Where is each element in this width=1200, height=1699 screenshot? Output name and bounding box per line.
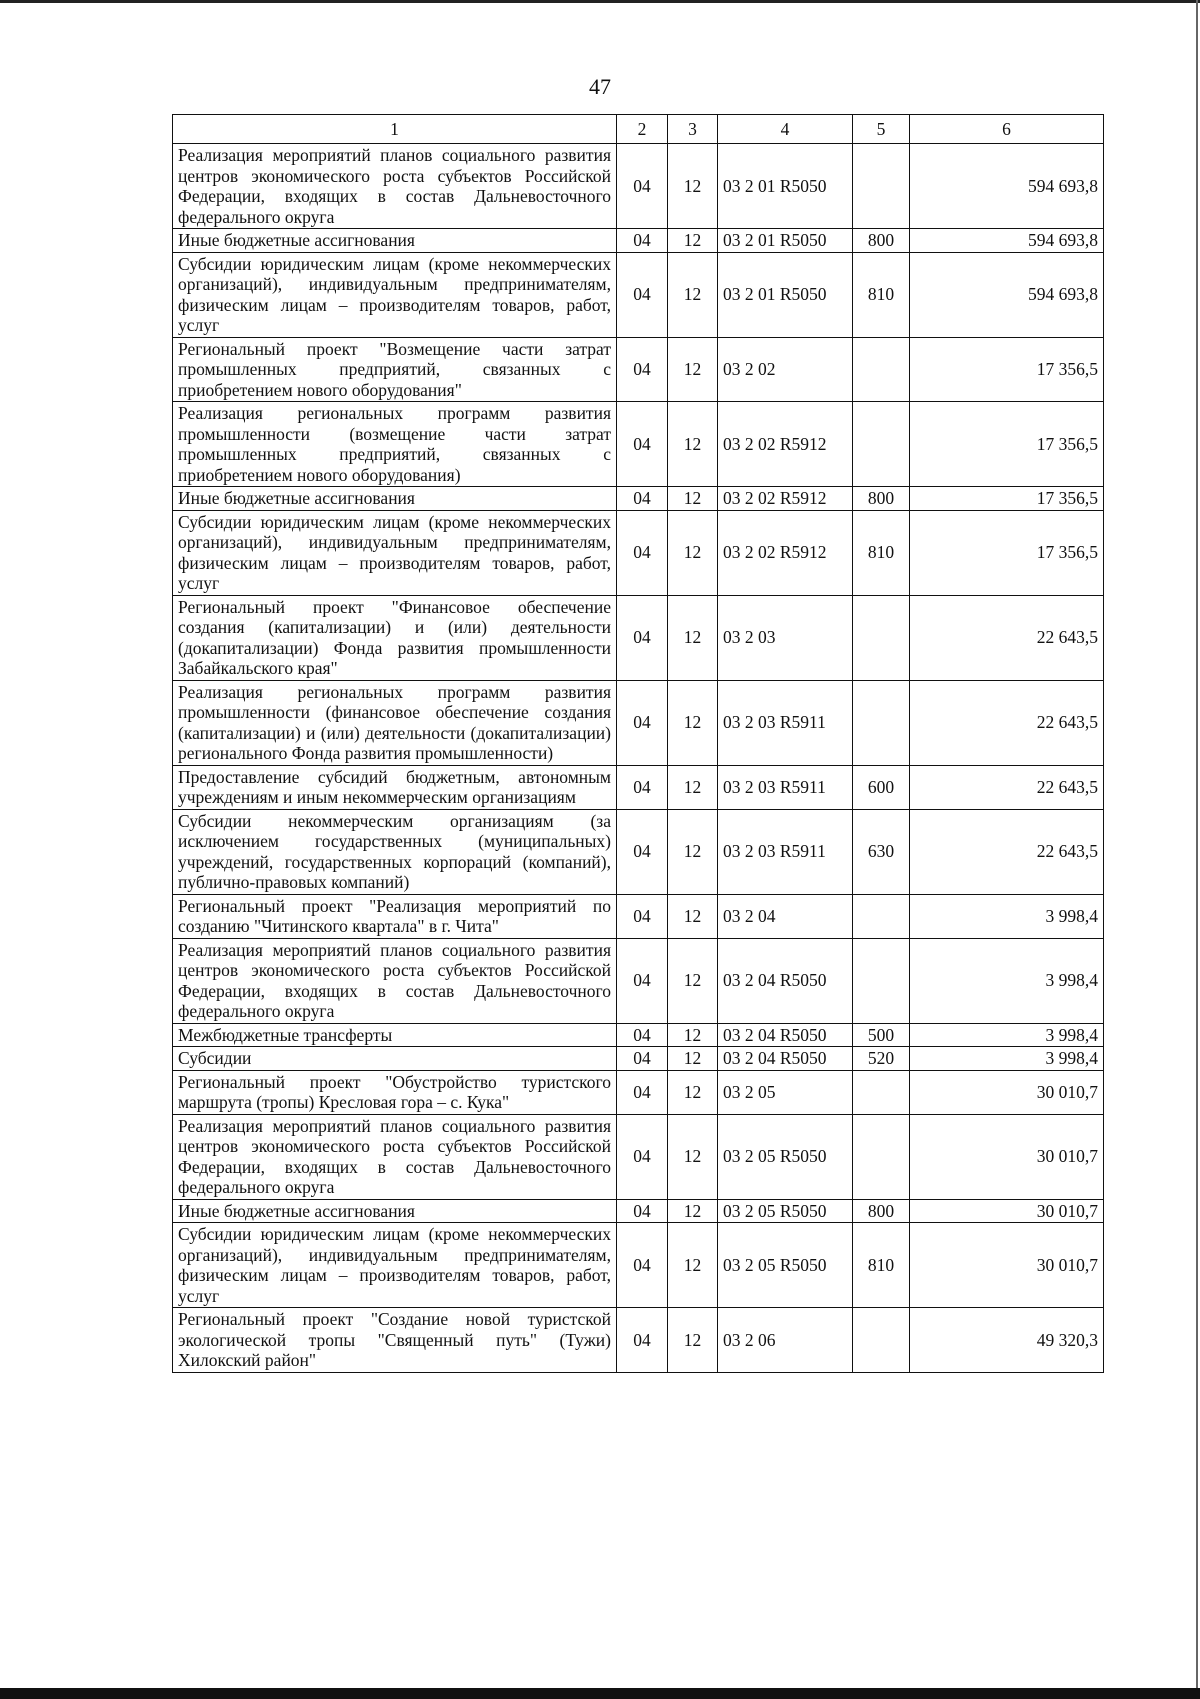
cell-subsection-code: 12 <box>668 337 718 402</box>
header-row <box>173 115 1104 144</box>
cell-expense-type-code: 810 <box>853 510 910 595</box>
cell-item-name: Иные бюджетные ассигнования <box>173 1199 617 1223</box>
cell-subsection-code: 12 <box>668 765 718 809</box>
cell-item-name: Субсидии <box>173 1047 617 1071</box>
cell-item-name: Межбюджетные трансферты <box>173 1023 617 1047</box>
cell-target-item-code: 03 2 01 R5050 <box>718 229 853 253</box>
cell-item-name: Региональный проект "Обустройство туристского маршрута (тропы) Кресловая гора – с. Кука" <box>173 1070 617 1114</box>
cell-expense-type-code <box>853 680 910 765</box>
cell-target-item-code: 03 2 03 R5911 <box>718 680 853 765</box>
cell-section-code: 04 <box>617 595 668 680</box>
cell-expense-type-code: 810 <box>853 1223 910 1308</box>
cell-section-code: 04 <box>617 1223 668 1308</box>
cell-target-item-code: 03 2 03 <box>718 595 853 680</box>
cell-amount: 22 643,5 <box>910 765 1104 809</box>
cell-amount: 17 356,5 <box>910 487 1104 511</box>
cell-section-code: 04 <box>617 487 668 511</box>
cell-section-code: 04 <box>617 252 668 337</box>
cell-item-name: Иные бюджетные ассигнования <box>173 487 617 511</box>
cell-amount: 22 643,5 <box>910 680 1104 765</box>
table-row <box>173 1023 1104 1047</box>
table-row <box>173 144 1104 229</box>
cell-section-code: 04 <box>617 938 668 1023</box>
cell-section-code: 04 <box>617 1070 668 1114</box>
column-header-5: 5 <box>853 115 910 144</box>
table-row <box>173 487 1104 511</box>
cell-expense-type-code: 800 <box>853 487 910 511</box>
cell-subsection-code: 12 <box>668 229 718 253</box>
cell-amount: 17 356,5 <box>910 402 1104 487</box>
cell-subsection-code: 12 <box>668 938 718 1023</box>
cell-target-item-code: 03 2 05 R5050 <box>718 1199 853 1223</box>
cell-item-name: Субсидии юридическим лицам (кроме некоммерческих организаций), индивидуальным предпринимателям, физическим лицам – производителям товаров, работ, услуг <box>173 252 617 337</box>
cell-expense-type-code: 800 <box>853 229 910 253</box>
cell-subsection-code: 12 <box>668 487 718 511</box>
cell-subsection-code: 12 <box>668 1023 718 1047</box>
cell-amount: 3 998,4 <box>910 938 1104 1023</box>
cell-expense-type-code <box>853 144 910 229</box>
cell-expense-type-code: 520 <box>853 1047 910 1071</box>
cell-amount: 3 998,4 <box>910 1047 1104 1071</box>
cell-amount: 30 010,7 <box>910 1223 1104 1308</box>
cell-target-item-code: 03 2 05 R5050 <box>718 1223 853 1308</box>
cell-item-name: Предоставление субсидий бюджетным, автономным учреждениям и иным некоммерческим организациям <box>173 765 617 809</box>
cell-item-name: Реализация мероприятий планов социального развития центров экономического роста субъектов Российской Федерации, входящих в состав Дальневосточного федерального округа <box>173 144 617 229</box>
cell-subsection-code: 12 <box>668 1047 718 1071</box>
cell-amount: 22 643,5 <box>910 809 1104 894</box>
cell-item-name: Региональный проект "Создание новой туристской экологической тропы "Священный путь" (Тужи) Хилокский район" <box>173 1308 617 1373</box>
table-row <box>173 252 1104 337</box>
table-row <box>173 1199 1104 1223</box>
cell-item-name: Субсидии некоммерческим организациям (за исключением государственных (муниципальных) учреждений, государственных корпораций (компаний), публично-правовых компаний) <box>173 809 617 894</box>
cell-section-code: 04 <box>617 894 668 938</box>
cell-section-code: 04 <box>617 1047 668 1071</box>
cell-target-item-code: 03 2 05 R5050 <box>718 1114 853 1199</box>
cell-amount: 3 998,4 <box>910 1023 1104 1047</box>
cell-subsection-code: 12 <box>668 1070 718 1114</box>
scan-border-bottom <box>0 1688 1200 1699</box>
cell-target-item-code: 03 2 01 R5050 <box>718 252 853 337</box>
scan-border-top <box>0 0 1200 3</box>
cell-item-name: Региональный проект "Реализация мероприятий по созданию "Читинского квартала" в г. Чита" <box>173 894 617 938</box>
scan-border-right <box>1196 0 1198 1699</box>
cell-expense-type-code <box>853 595 910 680</box>
table-row <box>173 595 1104 680</box>
cell-amount: 30 010,7 <box>910 1199 1104 1223</box>
cell-target-item-code: 03 2 06 <box>718 1308 853 1373</box>
page-number: 47 <box>589 74 611 99</box>
cell-subsection-code: 12 <box>668 402 718 487</box>
cell-subsection-code: 12 <box>668 1308 718 1373</box>
column-header-4: 4 <box>718 115 853 144</box>
cell-target-item-code: 03 2 04 <box>718 894 853 938</box>
table-row <box>173 510 1104 595</box>
cell-item-name: Реализация региональных программ развития промышленности (возмещение части затрат промышленных предприятий, связанных с приобретением нового оборудования) <box>173 402 617 487</box>
cell-item-name: Региональный проект "Возмещение части затрат промышленных предприятий, связанных с приобретением нового оборудования" <box>173 337 617 402</box>
cell-expense-type-code: 630 <box>853 809 910 894</box>
cell-item-name: Реализация мероприятий планов социального развития центров экономического роста субъектов Российской Федерации, входящих в состав Дальневосточного федерального округа <box>173 938 617 1023</box>
cell-subsection-code: 12 <box>668 595 718 680</box>
cell-subsection-code: 12 <box>668 809 718 894</box>
cell-expense-type-code: 810 <box>853 252 910 337</box>
table-row <box>173 894 1104 938</box>
cell-target-item-code: 03 2 02 R5912 <box>718 402 853 487</box>
column-header-1: 1 <box>173 115 617 144</box>
table-row <box>173 1114 1104 1199</box>
cell-section-code: 04 <box>617 680 668 765</box>
cell-expense-type-code: 500 <box>853 1023 910 1047</box>
table-header <box>173 115 1104 144</box>
cell-item-name: Реализация мероприятий планов социального развития центров экономического роста субъектов Российской Федерации, входящих в состав Дальневосточного федерального округа <box>173 1114 617 1199</box>
cell-subsection-code: 12 <box>668 680 718 765</box>
cell-target-item-code: 03 2 02 <box>718 337 853 402</box>
cell-expense-type-code <box>853 402 910 487</box>
table-row <box>173 680 1104 765</box>
cell-expense-type-code <box>853 1070 910 1114</box>
table-row <box>173 229 1104 253</box>
cell-expense-type-code <box>853 894 910 938</box>
table-row <box>173 1223 1104 1308</box>
table-row <box>173 1070 1104 1114</box>
cell-item-name: Субсидии юридическим лицам (кроме некоммерческих организаций), индивидуальным предпринимателям, физическим лицам – производителям товаров, работ, услуг <box>173 510 617 595</box>
cell-expense-type-code <box>853 938 910 1023</box>
cell-expense-type-code <box>853 1114 910 1199</box>
cell-amount: 30 010,7 <box>910 1114 1104 1199</box>
cell-section-code: 04 <box>617 510 668 595</box>
cell-item-name: Региональный проект "Финансовое обеспечение создания (капитализации) и (или) деятельности (докапитализации) Фонда развития промышленности Забайкальского края" <box>173 595 617 680</box>
table-row <box>173 1047 1104 1071</box>
cell-section-code: 04 <box>617 1199 668 1223</box>
cell-subsection-code: 12 <box>668 1114 718 1199</box>
cell-expense-type-code <box>853 337 910 402</box>
cell-target-item-code: 03 2 05 <box>718 1070 853 1114</box>
cell-amount: 30 010,7 <box>910 1070 1104 1114</box>
column-header-2: 2 <box>617 115 668 144</box>
column-header-6: 6 <box>910 115 1104 144</box>
cell-item-name: Иные бюджетные ассигнования <box>173 229 617 253</box>
cell-target-item-code: 03 2 04 R5050 <box>718 938 853 1023</box>
cell-subsection-code: 12 <box>668 252 718 337</box>
cell-target-item-code: 03 2 01 R5050 <box>718 144 853 229</box>
cell-section-code: 04 <box>617 337 668 402</box>
cell-section-code: 04 <box>617 1023 668 1047</box>
column-header-3: 3 <box>668 115 718 144</box>
table-row <box>173 402 1104 487</box>
cell-subsection-code: 12 <box>668 144 718 229</box>
cell-target-item-code: 03 2 03 R5911 <box>718 765 853 809</box>
cell-section-code: 04 <box>617 809 668 894</box>
cell-target-item-code: 03 2 02 R5912 <box>718 487 853 511</box>
cell-subsection-code: 12 <box>668 1223 718 1308</box>
table-row <box>173 1308 1104 1373</box>
cell-amount: 22 643,5 <box>910 595 1104 680</box>
cell-amount: 594 693,8 <box>910 229 1104 253</box>
cell-item-name: Реализация региональных программ развития промышленности (финансовое обеспечение создания (капитализации) и (или) деятельности (докапитализации) регионального Фонда развития промышленности) <box>173 680 617 765</box>
cell-expense-type-code: 600 <box>853 765 910 809</box>
cell-target-item-code: 03 2 03 R5911 <box>718 809 853 894</box>
cell-section-code: 04 <box>617 765 668 809</box>
table-row <box>173 337 1104 402</box>
cell-expense-type-code: 800 <box>853 1199 910 1223</box>
cell-amount: 17 356,5 <box>910 337 1104 402</box>
table-row <box>173 765 1104 809</box>
cell-target-item-code: 03 2 02 R5912 <box>718 510 853 595</box>
cell-section-code: 04 <box>617 144 668 229</box>
cell-subsection-code: 12 <box>668 510 718 595</box>
cell-target-item-code: 03 2 04 R5050 <box>718 1047 853 1071</box>
table-body <box>173 144 1104 1373</box>
cell-amount: 594 693,8 <box>910 252 1104 337</box>
cell-amount: 49 320,3 <box>910 1308 1104 1373</box>
cell-amount: 17 356,5 <box>910 510 1104 595</box>
cell-item-name: Субсидии юридическим лицам (кроме некоммерческих организаций), индивидуальным предпринимателям, физическим лицам – производителям товаров, работ, услуг <box>173 1223 617 1308</box>
cell-amount: 3 998,4 <box>910 894 1104 938</box>
cell-section-code: 04 <box>617 229 668 253</box>
cell-expense-type-code <box>853 1308 910 1373</box>
table-row <box>173 809 1104 894</box>
cell-section-code: 04 <box>617 1114 668 1199</box>
cell-amount: 594 693,8 <box>910 144 1104 229</box>
cell-subsection-code: 12 <box>668 894 718 938</box>
budget-table <box>172 114 1104 1373</box>
cell-section-code: 04 <box>617 1308 668 1373</box>
table-row <box>173 938 1104 1023</box>
cell-subsection-code: 12 <box>668 1199 718 1223</box>
cell-target-item-code: 03 2 04 R5050 <box>718 1023 853 1047</box>
cell-section-code: 04 <box>617 402 668 487</box>
